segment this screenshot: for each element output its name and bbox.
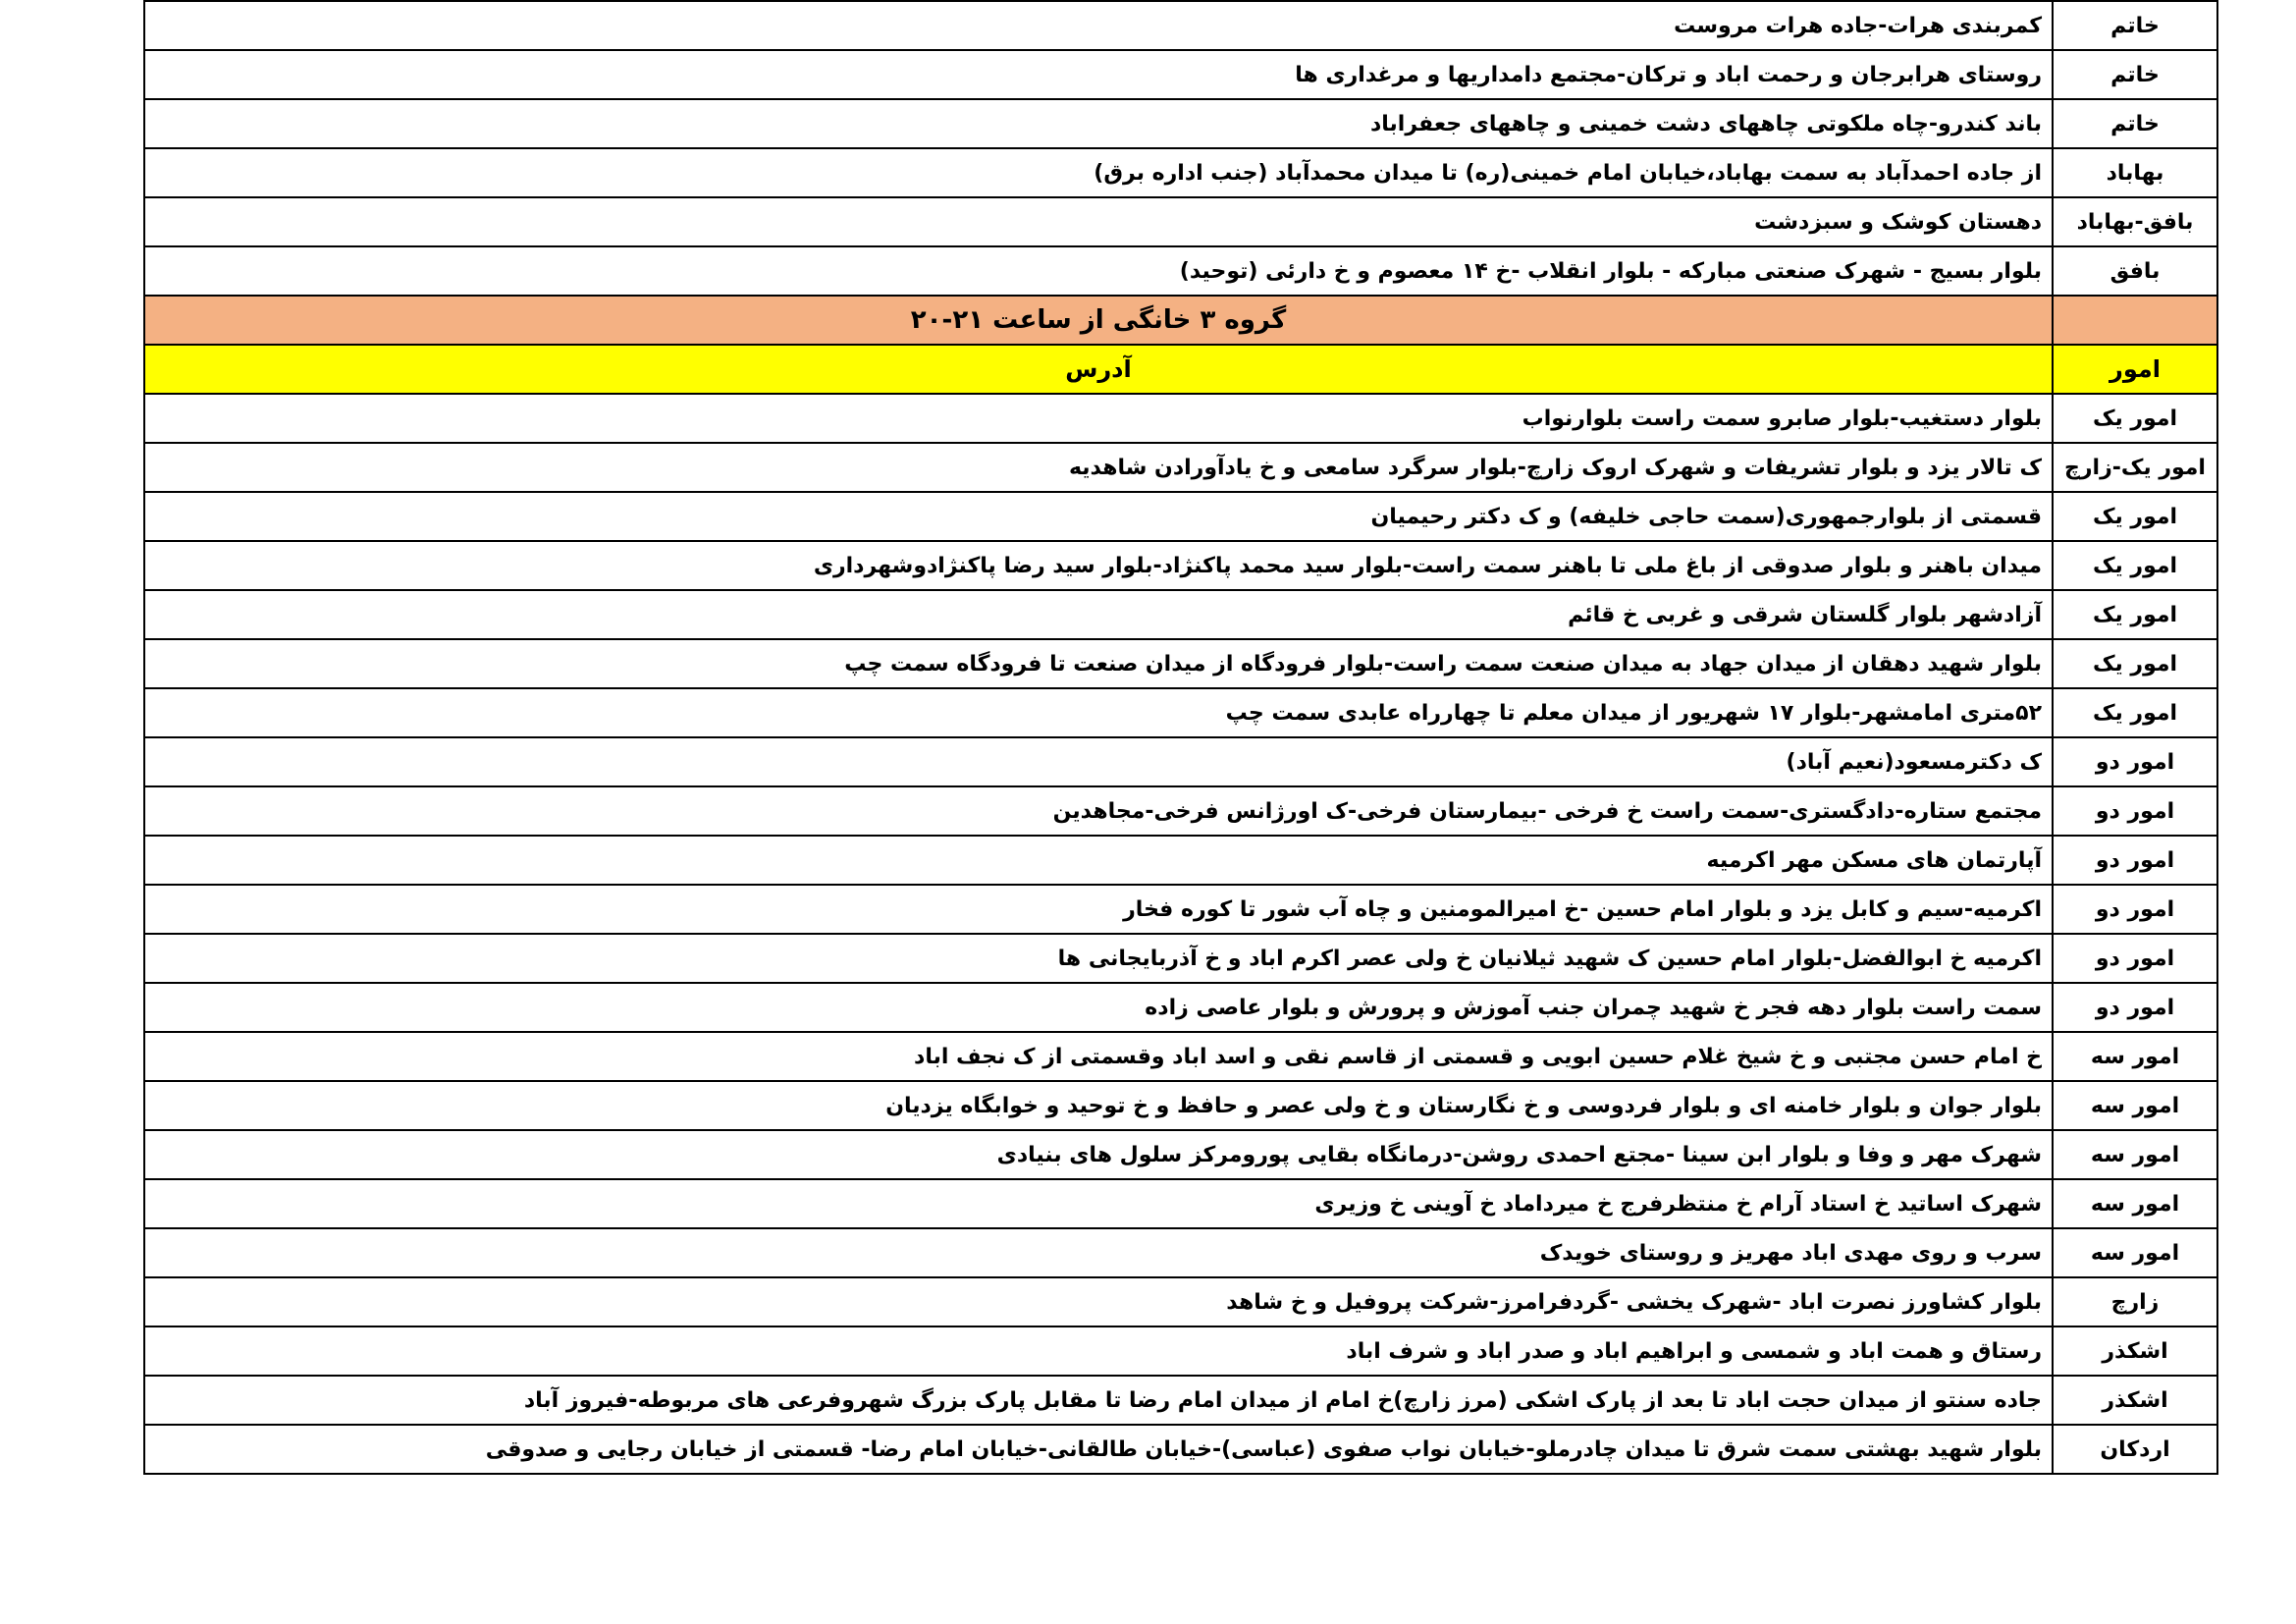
address-cell: بلوار کشاورز نصرت اباد -شهرک یخشی -گردفرامرز-شرکت پروفیل و خ شاهد (144, 1277, 2053, 1326)
region-cell: امور سه (2053, 1081, 2217, 1130)
table-row (144, 1277, 2217, 1326)
table-row (144, 934, 2217, 983)
region-cell: امور یک (2053, 590, 2217, 639)
group-title-row (144, 296, 2217, 345)
address-cell: ک دکترمسعود(نعیم آباد) (144, 737, 2053, 786)
outage-schedule-table (143, 0, 2218, 1475)
region-cell: امور دو (2053, 983, 2217, 1032)
group-section (144, 296, 2217, 394)
table-row (144, 836, 2217, 885)
table-row (144, 148, 2217, 197)
region-cell: امور یک (2053, 492, 2217, 541)
table-row (144, 541, 2217, 590)
address-cell: بلوار شهید دهقان از میدان جهاد به میدان صنعت سمت راست-بلوار فرودگاه از میدان صنعت تا فرودگاه سمت چپ (144, 639, 2053, 688)
address-cell: سرب و روی مهدی اباد مهریز و روستای خویدک (144, 1228, 2053, 1277)
table-row (144, 786, 2217, 836)
table-row (144, 1228, 2217, 1277)
address-cell: کمربندی هرات-جاده هرات مروست (144, 1, 2053, 50)
address-cell: اکرمیه-سیم و کابل یزد و بلوار امام حسین -خ امیرالمومنین و چاه آب شور تا کوره فخار (144, 885, 2053, 934)
region-cell: امور دو (2053, 885, 2217, 934)
group-title-region-cell (2053, 296, 2217, 345)
address-cell: سمت راست بلوار دهه فجر خ شهید چمران جنب آموزش و پرورش و بلوار عاصی زاده (144, 983, 2053, 1032)
region-cell: اشکذر (2053, 1326, 2217, 1376)
table-row (144, 737, 2217, 786)
table-row (144, 590, 2217, 639)
region-cell: امور سه (2053, 1228, 2217, 1277)
table-row (144, 885, 2217, 934)
region-cell: خاتم (2053, 50, 2217, 99)
region-cell: زارچ (2053, 1277, 2217, 1326)
region-cell: امور سه (2053, 1130, 2217, 1179)
address-cell: ک تالار یزد و بلوار تشریفات و شهرک اروک زارچ-بلوار سرگرد سامعی و خ یادآورادن شاهدیه (144, 443, 2053, 492)
region-cell: امور دو (2053, 934, 2217, 983)
address-cell: آزادشهر بلوار گلستان شرقی و غربی خ قائم (144, 590, 2053, 639)
region-cell: امور سه (2053, 1032, 2217, 1081)
address-cell: رستاق و همت اباد و شمسی و ابراهیم اباد و صدر اباد و شرف اباد (144, 1326, 2053, 1376)
region-cell: امور یک (2053, 688, 2217, 737)
region-cell: خاتم (2053, 1, 2217, 50)
address-cell: بلوار بسیج - شهرک صنعتی مبارکه - بلوار انقلاب -خ ۱۴ معصوم و خ دارئی (توحید) (144, 246, 2053, 296)
table-row (144, 443, 2217, 492)
table-row (144, 1326, 2217, 1376)
region-cell: بافق (2053, 246, 2217, 296)
address-cell: آپارتمان های مسکن مهر اکرمیه (144, 836, 2053, 885)
column-header-row (144, 345, 2217, 394)
address-cell: قسمتی از بلوارجمهوری(سمت حاجی خلیفه) و ک دکتر رحیمیان (144, 492, 2053, 541)
table-row (144, 50, 2217, 99)
table-row (144, 983, 2217, 1032)
table-row (144, 1425, 2217, 1474)
table-row (144, 1081, 2217, 1130)
address-cell: روستای هرابرجان و رحمت اباد و ترکان-مجتمع دامداریها و مرغداری ها (144, 50, 2053, 99)
region-cell: اردکان (2053, 1425, 2217, 1474)
table-row (144, 394, 2217, 443)
table-row (144, 99, 2217, 148)
table-row (144, 1130, 2217, 1179)
table-row (144, 688, 2217, 737)
region-cell: امور دو (2053, 836, 2217, 885)
address-cell: بلوار شهید بهشتی سمت شرق تا میدان چادرملو-خیابان نواب صفوی (عباسی)-خیابان طالقانی-خیابان امام رضا- قسمتی از خیابان رجایی و صدوقی (144, 1425, 2053, 1474)
address-cell: باند کندرو-چاه ملکوتی چاههای دشت خمینی و چاههای جعفراباد (144, 99, 2053, 148)
region-cell: اشکذر (2053, 1376, 2217, 1425)
address-cell: بلوار جوان و بلوار خامنه ای و بلوار فردوسی و خ نگارستان و خ ولی عصر و حافظ و خ توحید و خوابگاه یزدیان (144, 1081, 2053, 1130)
group-3-rows (144, 394, 2217, 1474)
table-row (144, 1, 2217, 50)
previous-group-rows (144, 1, 2217, 296)
table-row (144, 1179, 2217, 1228)
address-cell: جاده سنتو از میدان حجت اباد تا بعد از پارک اشکی (مرز زارچ)خ امام از میدان امام رضا تا مقابل پارک بزرگ شهروفرعی های مربوطه-فیروز آباد (144, 1376, 2053, 1425)
column-header-region: امور (2053, 345, 2217, 394)
table-row (144, 197, 2217, 246)
address-cell: دهستان کوشک و سبزدشت (144, 197, 2053, 246)
table-row (144, 1376, 2217, 1425)
address-cell: بلوار دستغیب-بلوار صابرو سمت راست بلوارنواب (144, 394, 2053, 443)
region-cell: امور یک-زارچ (2053, 443, 2217, 492)
address-cell: مجتمع ستاره-دادگستری-سمت راست خ فرخی -بیمارستان فرخی-ک اورژانس فرخی-مجاهدین (144, 786, 2053, 836)
column-header-address: آدرس (144, 345, 2053, 394)
table-row (144, 639, 2217, 688)
region-cell: امور یک (2053, 639, 2217, 688)
region-cell: امور یک (2053, 394, 2217, 443)
address-cell: ۵۲متری امامشهر-بلوار ۱۷ شهریور از میدان معلم تا چهارراه عابدی سمت چپ (144, 688, 2053, 737)
address-cell: شهرک اساتید خ استاد آرام خ منتظرفرج خ میرداماد خ آوینی خ وزیری (144, 1179, 2053, 1228)
address-cell: از جاده احمدآباد به سمت بهاباد،خیابان امام خمینی(ره) تا میدان محمدآباد (جنب اداره برق) (144, 148, 2053, 197)
region-cell: امور دو (2053, 786, 2217, 836)
group-title: گروه ۳ خانگی از ساعت ۲۱-۲۰ (144, 296, 2053, 345)
region-cell: بافق-بهاباد (2053, 197, 2217, 246)
address-cell: میدان باهنر و بلوار صدوقی از باغ ملی تا باهنر سمت راست-بلوار سید محمد پاکنژاد-بلوار سید رضا پاکنژادوشهرداری (144, 541, 2053, 590)
region-cell: امور یک (2053, 541, 2217, 590)
table-row (144, 1032, 2217, 1081)
region-cell: امور سه (2053, 1179, 2217, 1228)
region-cell: بهاباد (2053, 148, 2217, 197)
address-cell: اکرمیه خ ابوالفضل-بلوار امام حسین ک شهید ثیلانیان خ ولی عصر اکرم اباد و خ آذربایجانی ها (144, 934, 2053, 983)
table-row (144, 492, 2217, 541)
address-cell: خ امام حسن مجتبی و خ شیخ غلام حسین ابویی و قسمتی از قاسم نقی و اسد اباد وقسمتی از ک نجف اباد (144, 1032, 2053, 1081)
address-cell: شهرک مهر و وفا و بلوار ابن سینا -مجتع احمدی روشن-درمانگاه بقایی پورومرکز سلول های بنیادی (144, 1130, 2053, 1179)
region-cell: خاتم (2053, 99, 2217, 148)
region-cell: امور دو (2053, 737, 2217, 786)
table-row (144, 246, 2217, 296)
